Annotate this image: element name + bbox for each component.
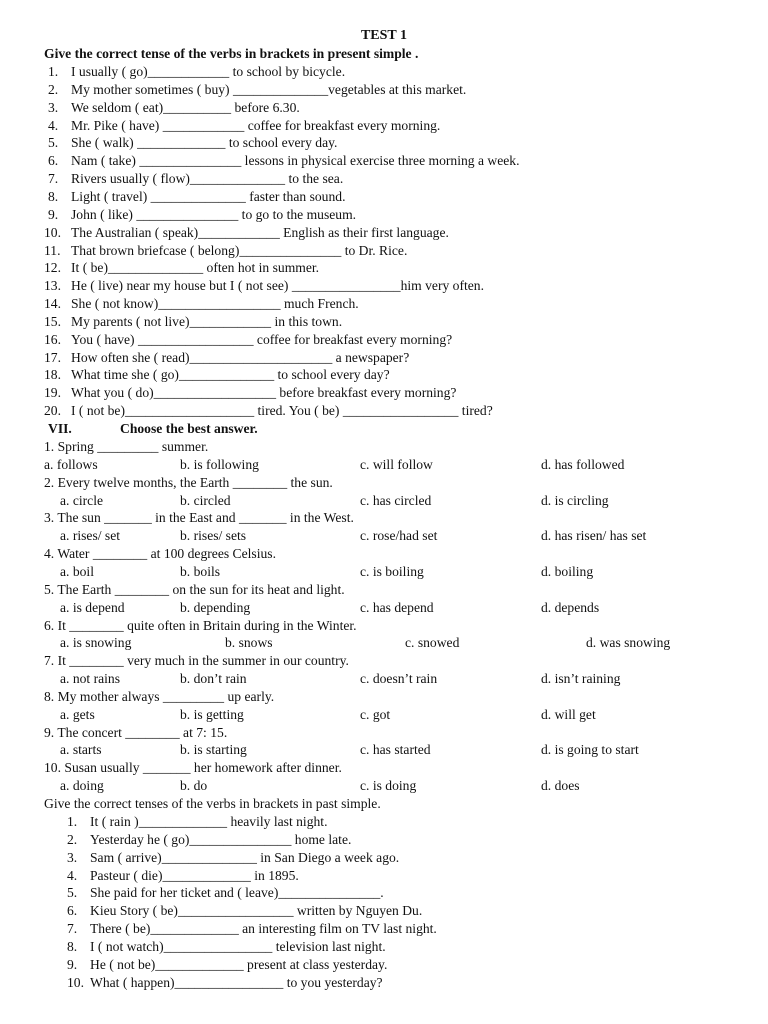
item-number: 12. (44, 260, 61, 276)
answer-option: a. follows (44, 456, 98, 472)
exercise-item: She ( not know)__________________ much French. (71, 296, 359, 312)
answer-option: d. is going to start (541, 742, 639, 758)
item-number: 7. (48, 171, 59, 187)
question-stem: 8. My mother always _________ up early. (44, 688, 275, 704)
exercise-item: It ( rain )_____________ heavily last night. (90, 814, 328, 829)
exercise-item: There ( be)_____________ an interesting film on TV last night. (90, 921, 437, 937)
exercise-item: Nam ( take) _______________ lessons in physical exercise three morning a week. (71, 153, 520, 169)
item-number: 11. (44, 242, 61, 258)
answer-option: c. has circled (360, 492, 432, 508)
item-number: 9. (48, 206, 59, 222)
exercise-item: I ( not be)___________________ tired. You ( be) _________________ tired? (71, 403, 493, 419)
item-number: 9. (67, 956, 78, 972)
exercise-item: Sam ( arrive)______________ in San Diego a week ago. (90, 849, 400, 865)
item-number: 4. (48, 117, 59, 133)
answer-option: c. is doing (360, 778, 417, 794)
question-stem: 10. Susan usually _______ her homework after dinner. (44, 760, 342, 776)
answer-option: d. boiling (541, 563, 594, 579)
answer-option: a. boil (60, 563, 94, 579)
answer-option: b. don’t rain (180, 671, 247, 687)
answer-option: a. circle (60, 492, 104, 508)
exercise-item: John ( like) _______________ to go to the museum. (71, 206, 357, 222)
answer-option: d. is circling (541, 492, 609, 508)
item-number: 6. (48, 153, 59, 169)
item-number: 5. (67, 885, 78, 901)
exercise-item: I ( not watch)________________ television last night. (90, 938, 386, 954)
answer-option: a. doing (60, 778, 104, 794)
exercise-item: Mr. Pike ( have) ____________ coffee for breakfast every morning. (71, 117, 441, 133)
question-stem: 1. Spring _________ summer. (44, 439, 209, 454)
question-stem: 4. Water ________ at 100 degrees Celsius. (44, 546, 276, 562)
answer-option: c. rose/had set (360, 528, 438, 544)
answer-option: a. gets (60, 706, 95, 722)
answer-option: a. starts (60, 742, 102, 758)
answer-option: b. depending (180, 599, 251, 615)
answer-option: d. was snowing (586, 635, 671, 651)
answer-option: b. circled (180, 492, 231, 508)
item-number: 18. (44, 367, 61, 383)
question-stem: 6. It ________ quite often in Britain during in the Winter. (44, 617, 357, 633)
item-number: 20. (44, 403, 61, 419)
section2-label: VII. (48, 421, 72, 436)
section2-instruction: Choose the best answer. (120, 421, 258, 436)
answer-option: b. snows (225, 635, 273, 651)
answer-option: c. is boiling (360, 563, 424, 579)
exercise-item: It ( be)______________ often hot in summer. (71, 260, 320, 276)
exercise-item: That brown briefcase ( belong)_______________ to Dr. Rice. (71, 242, 408, 258)
answer-option: a. rises/ set (60, 528, 121, 544)
answer-option: c. snowed (405, 635, 460, 651)
item-number: 17. (44, 349, 61, 365)
answer-option: b. is following (180, 456, 259, 472)
exercise-item: My parents ( not live)____________ in this town. (71, 313, 343, 329)
item-number: 4. (67, 867, 78, 883)
exercise-item: My mother sometimes ( buy) ______________vegetables at this market. (71, 81, 467, 97)
exercise-item: I usually ( go)____________ to school by bicycle. (71, 64, 346, 79)
question-stem: 7. It ________ very much in the summer in our country. (44, 653, 349, 669)
item-number: 19. (44, 385, 61, 401)
answer-option: c. doesn’t rain (360, 671, 438, 687)
answer-option: d. does (541, 778, 580, 794)
question-stem: 5. The Earth ________ on the sun for its heat and light. (44, 581, 345, 597)
item-number: 6. (67, 903, 78, 919)
answer-option: d. will get (541, 706, 596, 722)
item-number: 8. (67, 938, 78, 954)
answer-option: b. do (180, 778, 208, 794)
item-number: 8. (48, 188, 59, 204)
exercise-item: How often she ( read)_____________________ a newspaper? (71, 349, 410, 365)
exercise-item: Yesterday he ( go)_______________ home late. (90, 831, 352, 847)
item-number: 14. (44, 296, 61, 312)
answer-option: a. is snowing (60, 635, 132, 651)
item-number: 13. (44, 278, 61, 294)
answer-option: d. depends (541, 599, 600, 615)
answer-option: c. got (360, 706, 391, 722)
answer-option: d. isn’t raining (541, 671, 621, 687)
exercise-item: Rivers usually ( flow)______________ to the sea. (71, 171, 344, 187)
exercise-item: She ( walk) _____________ to school every day. (71, 135, 338, 151)
section1-instruction: Give the correct tense of the verbs in brackets in present simple . (44, 46, 419, 61)
exercise-item: What time she ( go)______________ to school every day? (71, 367, 390, 383)
exercise-item: She paid for her ticket and ( leave)_______________. (90, 885, 384, 901)
answer-option: c. has depend (360, 599, 434, 615)
item-number: 2. (67, 831, 78, 847)
answer-option: c. has started (360, 742, 431, 758)
page-title: TEST 1 (360, 28, 408, 43)
item-number: 7. (67, 921, 78, 937)
question-stem: 2. Every twelve months, the Earth ________ the sun. (44, 474, 333, 490)
item-number: 5. (48, 135, 59, 151)
answer-option: d. has risen/ has set (541, 528, 647, 544)
answer-option: a. not rains (60, 671, 121, 687)
answer-option: a. is depend (60, 599, 125, 615)
exercise-item: Pasteur ( die)_____________ in 1895. (90, 867, 299, 883)
exercise-item: What ( happen)________________ to you yesterday? (90, 974, 383, 990)
exercise-item: We seldom ( eat)__________ before 6.30. (71, 99, 300, 115)
item-number: 3. (67, 849, 78, 865)
answer-option: b. rises/ sets (180, 528, 247, 544)
item-number: 10. (67, 974, 84, 990)
answer-option: b. is getting (180, 706, 244, 722)
exercise-item: He ( live) near my house but I ( not see) ________________him very often. (71, 278, 485, 294)
exercise-item: Light ( travel) ______________ faster than sound. (71, 188, 346, 204)
item-number: 3. (48, 99, 59, 115)
item-number: 10. (44, 224, 61, 240)
exercise-item: Kieu Story ( be)_________________ written by Nguyen Du. (90, 903, 423, 919)
section3-instruction: Give the correct tenses of the verbs in brackets in past simple. (44, 796, 381, 811)
question-stem: 9. The concert ________ at 7: 15. (44, 724, 228, 740)
answer-option: b. is starting (180, 742, 247, 758)
exercise-item: He ( not be)_____________ present at class yesterday. (90, 956, 388, 972)
answer-option: d. has followed (541, 456, 625, 472)
exercise-item: You ( have) _________________ coffee for breakfast every morning? (71, 331, 453, 347)
answer-option: b. boils (180, 563, 221, 579)
item-number: 15. (44, 313, 61, 329)
question-stem: 3. The sun _______ in the East and _______ in the West. (44, 510, 354, 526)
item-number: 2. (48, 81, 59, 97)
item-number: 1. (67, 814, 78, 829)
exercise-item: What you ( do)__________________ before breakfast every morning? (71, 385, 457, 401)
item-number: 1. (48, 64, 59, 79)
exercise-item: The Australian ( speak)____________ English as their first language. (71, 224, 449, 240)
answer-option: c. will follow (360, 456, 433, 472)
item-number: 16. (44, 331, 61, 347)
